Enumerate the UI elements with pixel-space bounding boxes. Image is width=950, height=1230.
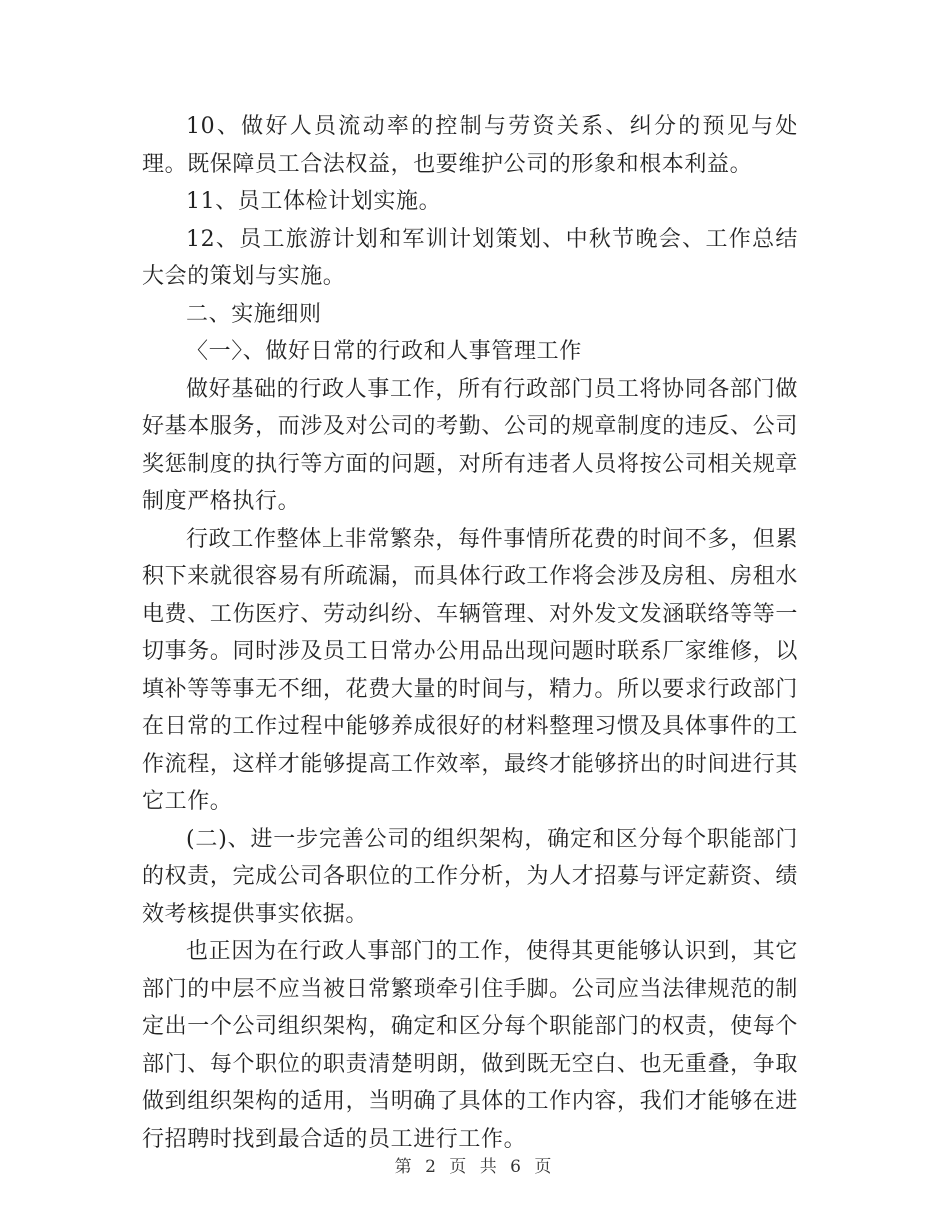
paragraph-item-10: 10、做好人员流动率的控制与劳资关系、纠分的预见与处理。既保障员工合法权益，也要维护公司的形象和根本利益。	[142, 114, 798, 177]
paragraph-item-12: 12、员工旅游计划和军训计划策划、中秋节晚会、工作总结大会的策划与实施。	[142, 226, 798, 289]
page-footer: 第 2 页 共 6 页	[394, 1157, 556, 1177]
paragraph-admin-work: 行政工作整体上非常繁杂，每件事情所花费的时间不多，但累积下来就很容易有所疏漏，而具体行政工作将会涉及房租、房租水电费、工伤医疗、劳动纠纷、车辆管理、对外发文发涵联络等等一切事务。同时涉及员工日常办公用品出现问题时联系厂家维修，以填补等等事无不细，花费大量的时间与，精力。所以要求行政部门在日常的工作过程中能够养成很好的材料整理习惯及具体事件的工作流程，这样才能够提高工作效率，最终才能够挤出的时间进行其它工作。	[142, 526, 798, 814]
subsection-heading-2: (二)、进一步完善公司的组织架构，确定和区分每个职能部门的权责，完成公司各职位的工作分析，为人才招募与评定薪资、绩效考核提供事实依据。	[142, 826, 798, 927]
section-heading: 二、实施细则	[186, 301, 322, 327]
subsection-heading-1: 〈一〉、做好日常的行政和人事管理工作	[186, 339, 582, 364]
paragraph-org-structure: 也正因为在行政人事部门的工作，使得其更能够认识到，其它部门的中层不应当被日常繁琐牵引住手脚。公司应当法律规范的制定出一个公司组织架构，确定和区分每个职能部门的权责，使每个部门、每个职位的职责清楚明朗，做到既无空白、也无重叠，争取做到组织架构的适用，当明确了具体的工作内容，我们才能够在进行招聘时找到最合适的员工进行工作。	[142, 939, 798, 1152]
paragraph-basic-work: 做好基础的行政人事工作，所有行政部门员工将协同各部门做好基本服务，而涉及对公司的考勤、公司的规章制度的违反、公司奖惩制度的执行等方面的问题，对所有违者人员将按公司相关规章制度严格执行。	[142, 376, 798, 514]
paragraph-item-11: 11、员工体检计划实施。	[186, 189, 442, 214]
document-body	[142, 108, 798, 1158]
